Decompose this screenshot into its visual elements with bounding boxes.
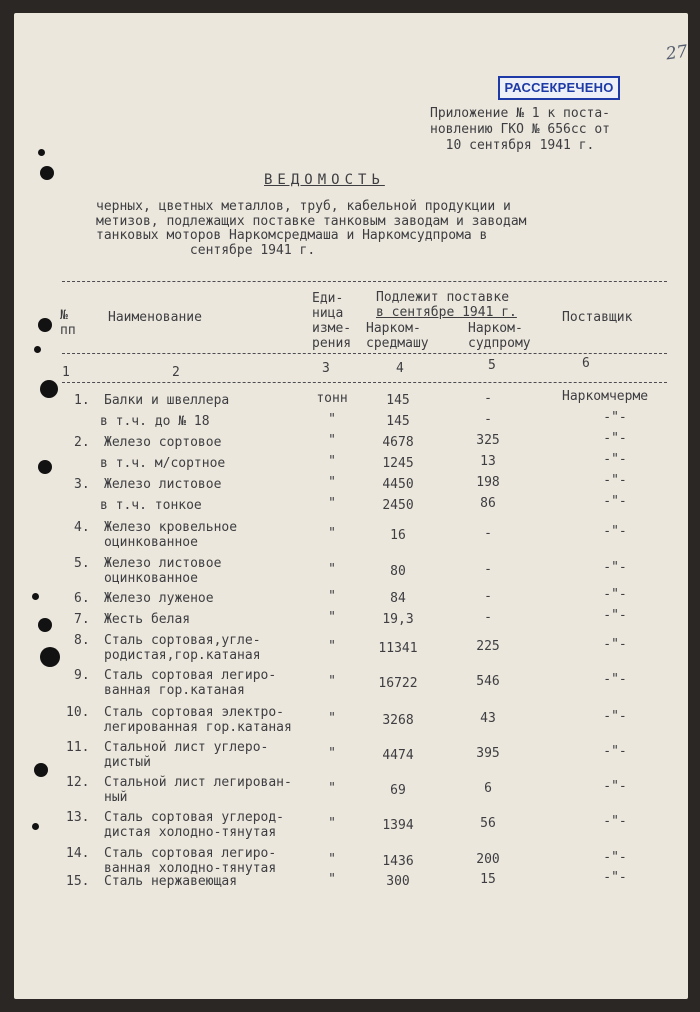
binder-hole (32, 823, 39, 830)
row-name: в т.ч. до № 18 (100, 414, 210, 429)
row-name: Сталь сортовая,угле- (104, 633, 261, 648)
declassified-stamp: РАССЕКРЕЧЕНО (498, 76, 620, 100)
row-sudprom: 15 (480, 872, 496, 887)
binder-hole (40, 166, 54, 180)
row-sredmash: 1245 (382, 456, 414, 471)
header-unit: Еди- ница изме- рения (312, 291, 352, 351)
row-unit: " (328, 433, 336, 448)
row-sredmash: 11341 (378, 641, 418, 656)
row-number: 13. (66, 810, 90, 825)
page-number: 27 (664, 41, 689, 65)
row-name: Сталь сортовая легиро- (104, 846, 277, 861)
row-sudprom: 86 (480, 496, 496, 511)
row-name: оцинкованное (104, 571, 198, 586)
row-name: Железо листовое (104, 477, 222, 492)
row-sredmash: 3268 (382, 713, 414, 728)
row-unit: тонн (316, 391, 348, 406)
row-sudprom: 325 (476, 433, 500, 448)
row-number: 15. (66, 874, 90, 889)
row-name: ный (104, 790, 128, 805)
row-name: Сталь сортовая углерод- (104, 810, 285, 825)
row-number: 10. (66, 705, 90, 720)
column-number: 6 (582, 356, 590, 371)
row-sredmash: 16722 (378, 676, 418, 691)
row-sudprom: - (484, 589, 492, 604)
row-unit: " (328, 562, 336, 577)
row-number: 5. (74, 556, 90, 571)
row-unit: " (328, 816, 336, 831)
row-sredmash: 4474 (382, 748, 414, 763)
row-name: ванная холодно-тянутая (104, 861, 277, 876)
row-sredmash: 4450 (382, 477, 414, 492)
row-name: Железо листовое (104, 556, 222, 571)
row-supplier: -"- (603, 672, 627, 687)
header-sudprom: Нарком- судпрому (468, 321, 531, 351)
row-number: 4. (74, 520, 90, 535)
column-number: 4 (396, 361, 404, 376)
header-sredmash: Нарком- средмашу (366, 321, 429, 351)
column-number: 3 (322, 361, 330, 376)
table-top-rule (62, 281, 667, 282)
row-supplier: -"- (603, 452, 627, 467)
row-sudprom: 546 (476, 674, 500, 689)
row-supplier: -"- (603, 524, 627, 539)
row-sredmash: 2450 (382, 498, 414, 513)
row-supplier: Наркомчерме (562, 389, 649, 404)
row-unit: " (328, 711, 336, 726)
row-name: родистая,гор.катаная (104, 648, 261, 663)
row-sredmash: 19,3 (382, 612, 414, 627)
row-sudprom: - (484, 610, 492, 625)
row-sredmash: 16 (390, 528, 406, 543)
row-supplier: -"- (603, 850, 627, 865)
binder-hole (38, 149, 45, 156)
row-supplier: -"- (603, 637, 627, 652)
row-sredmash: 1394 (382, 818, 414, 833)
row-unit: " (328, 781, 336, 796)
row-supplier: -"- (603, 431, 627, 446)
row-supplier: -"- (603, 608, 627, 623)
row-supplier: -"- (603, 587, 627, 602)
row-name: Железо кровельное (104, 520, 238, 535)
row-supplier: -"- (603, 744, 627, 759)
row-name: Железо луженое (104, 591, 214, 606)
row-supplier: -"- (603, 560, 627, 575)
document-title: ВЕДОМОСТЬ (264, 172, 385, 188)
binder-hole (34, 763, 48, 777)
row-unit: " (328, 746, 336, 761)
row-supplier: -"- (603, 410, 627, 425)
row-unit: " (328, 639, 336, 654)
annex-note: Приложение № 1 к поста- новлению ГКО № 656сс от 10 сентября 1941 г. (430, 106, 611, 153)
row-unit: " (328, 589, 336, 604)
row-sudprom: 43 (480, 711, 496, 726)
row-number: 1. (74, 393, 90, 408)
row-number: 2. (74, 435, 90, 450)
row-name: ванная гор.катаная (104, 683, 245, 698)
binder-hole (40, 380, 58, 398)
header-subject: Подлежит поставке в сентябре 1941 г. (376, 290, 517, 320)
row-name: дистый (104, 755, 151, 770)
row-supplier: -"- (603, 494, 627, 509)
row-unit: " (328, 454, 336, 469)
column-number: 2 (172, 365, 180, 380)
row-sredmash: 84 (390, 591, 406, 606)
row-name: в т.ч. м/сортное (100, 456, 226, 471)
row-sredmash: 4678 (382, 435, 414, 450)
binder-hole (34, 346, 41, 353)
row-sredmash: 145 (386, 414, 410, 429)
row-sredmash: 80 (390, 564, 406, 579)
row-number: 7. (74, 612, 90, 627)
row-sudprom: - (484, 562, 492, 577)
row-name: в т.ч. тонкое (100, 498, 202, 513)
row-name: оцинкованное (104, 535, 198, 550)
row-name: Жесть белая (104, 612, 191, 627)
row-sredmash: 1436 (382, 854, 414, 869)
binder-hole (38, 318, 52, 332)
row-sudprom: 13 (480, 454, 496, 469)
binder-hole (40, 647, 60, 667)
row-sudprom: - (484, 391, 492, 406)
column-number: 1 (62, 365, 70, 380)
row-sudprom: 56 (480, 816, 496, 831)
row-name: Сталь сортовая электро- (104, 705, 285, 720)
row-unit: " (328, 526, 336, 541)
row-supplier: -"- (603, 473, 627, 488)
row-number: 3. (74, 477, 90, 492)
row-unit: " (328, 852, 336, 867)
row-sudprom: 395 (476, 746, 500, 761)
row-number: 11. (66, 740, 90, 755)
binder-hole (32, 593, 39, 600)
column-numbers-rule (62, 382, 667, 383)
row-number: 12. (66, 775, 90, 790)
header-num: № пп (60, 308, 76, 338)
row-name: легированная гор.катаная (104, 720, 292, 735)
row-sudprom: 200 (476, 852, 500, 867)
row-supplier: -"- (603, 870, 627, 885)
row-sredmash: 69 (390, 783, 406, 798)
row-unit: " (328, 872, 336, 887)
binder-hole (38, 618, 52, 632)
row-name: Сталь нержавеющая (104, 874, 238, 889)
row-name: Сталь сортовая легиро- (104, 668, 277, 683)
row-unit: " (328, 475, 336, 490)
row-name: дистая холодно-тянутая (104, 825, 277, 840)
row-name: Стальной лист углеро- (104, 740, 269, 755)
row-unit: " (328, 496, 336, 511)
row-name: Железо сортовое (104, 435, 222, 450)
row-name: Стальной лист легирован- (104, 775, 292, 790)
row-number: 14. (66, 846, 90, 861)
row-unit: " (328, 412, 336, 427)
row-sudprom: 198 (476, 475, 500, 490)
header-bottom-rule (62, 353, 667, 354)
document-subtitle: черных, цветных металлов, труб, кабельной продукции и метизов, подлежащих поставке танковым заводам и заводам танковых моторов Наркомсредмаша и Наркомсудпрома в сентябре 1941 г. (96, 199, 527, 258)
row-sudprom: 225 (476, 639, 500, 654)
row-name: Балки и швеллера (104, 393, 230, 408)
row-supplier: -"- (603, 814, 627, 829)
row-number: 8. (74, 633, 90, 648)
row-number: 6. (74, 591, 90, 606)
row-sudprom: 6 (484, 781, 492, 796)
binder-hole (38, 460, 52, 474)
row-sudprom: - (484, 526, 492, 541)
column-number: 5 (488, 358, 496, 373)
row-sredmash: 300 (386, 874, 410, 889)
header-supplier: Поставщик (562, 310, 633, 325)
row-unit: " (328, 610, 336, 625)
row-number: 9. (74, 668, 90, 683)
row-unit: " (328, 674, 336, 689)
row-sudprom: - (484, 412, 492, 427)
row-sredmash: 145 (386, 393, 410, 408)
header-name: Наименование (108, 310, 202, 325)
row-supplier: -"- (603, 709, 627, 724)
row-supplier: -"- (603, 779, 627, 794)
